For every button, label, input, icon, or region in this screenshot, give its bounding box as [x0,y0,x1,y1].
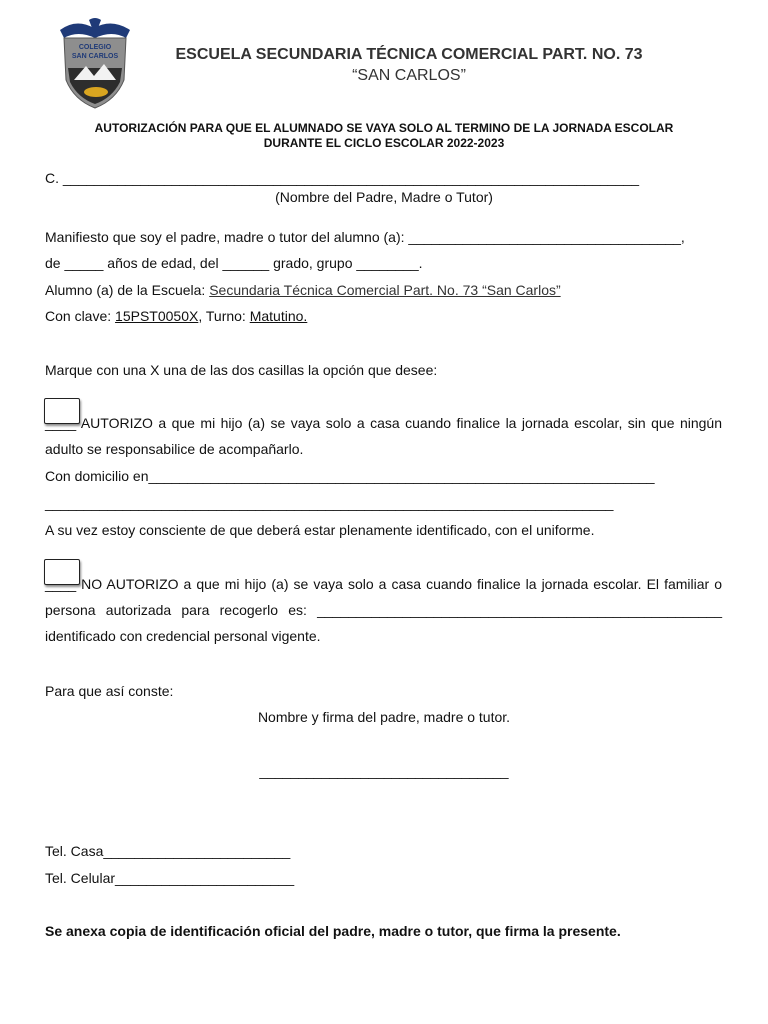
turno-value: Matutino. [249,308,308,324]
school-subname: “SAN CARLOS” [352,67,466,84]
logo-text-san-carlos: SAN CARLOS [71,53,119,60]
school-label: Alumno (a) de la Escuela: [45,282,210,298]
signature-caption: Nombre y firma del padre, madre o tutor. [257,709,511,725]
school-line [45,282,561,298]
school-logo [56,18,134,110]
autorizo-text: ____ AUTORIZO a que mi hijo (a) se vaya solo a casa cuando finalice la jornada escolar, sin que ningún adulto se responsabilice de acompañarlo. [45,415,722,457]
home-phone-line: Tel. Casa________________________ [45,843,291,859]
document-title-line2: DURANTE EL CICLO ESCOLAR 2022-2023 [263,136,505,150]
domicilio-line-2: _________________________________________________________________________ [45,495,614,511]
domicilio-line: Con domicilio en_________________________________________________________________ [45,468,655,484]
clave-turno-line [45,308,307,324]
manifiesto-line: Manifiesto que soy el padre, madre o tutor del alumno (a): ___________________________________, [45,229,685,245]
uniform-note: A su vez estoy consciente de que deberá estar plenamente identificado, con el uniforme. [45,522,595,538]
age-grade-group-line: de _____ años de edad, del ______ grado, grupo ________. [45,255,423,271]
clave-label: Con clave: [45,308,116,324]
parent-name-line: C. __________________________________________________________________________ [45,170,640,186]
parent-name-caption: (Nombre del Padre, Madre o Tutor) [275,189,493,205]
school-name: ESCUELA SECUNDARIA TÉCNICA COMERCIAL PART. NO. 73 [175,46,643,63]
cell-phone-line: Tel. Celular_______________________ [45,870,295,886]
clave-value: 15PST0050X [115,308,199,324]
turno-label: , Turno: [198,308,250,324]
footer-note: Se anexa copia de identificación oficial del padre, madre o tutor, que firma la presente. [45,923,621,939]
logo-text-colegio: COLEGIO [78,44,112,51]
instruction-line: Marque con una X una de las dos casillas la opción que desee: [45,362,438,378]
signature-line: ________________________________ [259,763,509,779]
no-autorizo-text: ____ NO AUTORIZO a que mi hijo (a) se vaya solo a casa cuando finalice la jornada escolar. El familiar o persona autorizada para recogerlo es: ____________________________________________________ identificado con credencial personal vigente. [45,576,722,644]
document-title-line1: AUTORIZACIÓN PARA QUE EL ALUMNADO SE VAYA SOLO AL TERMINO DE LA JORNADA ESCOLAR [94,121,674,135]
conste-line: Para que así conste: [45,683,174,699]
school-value: Secundaria Técnica Comercial Part. No. 73 “San Carlos” [209,282,561,298]
